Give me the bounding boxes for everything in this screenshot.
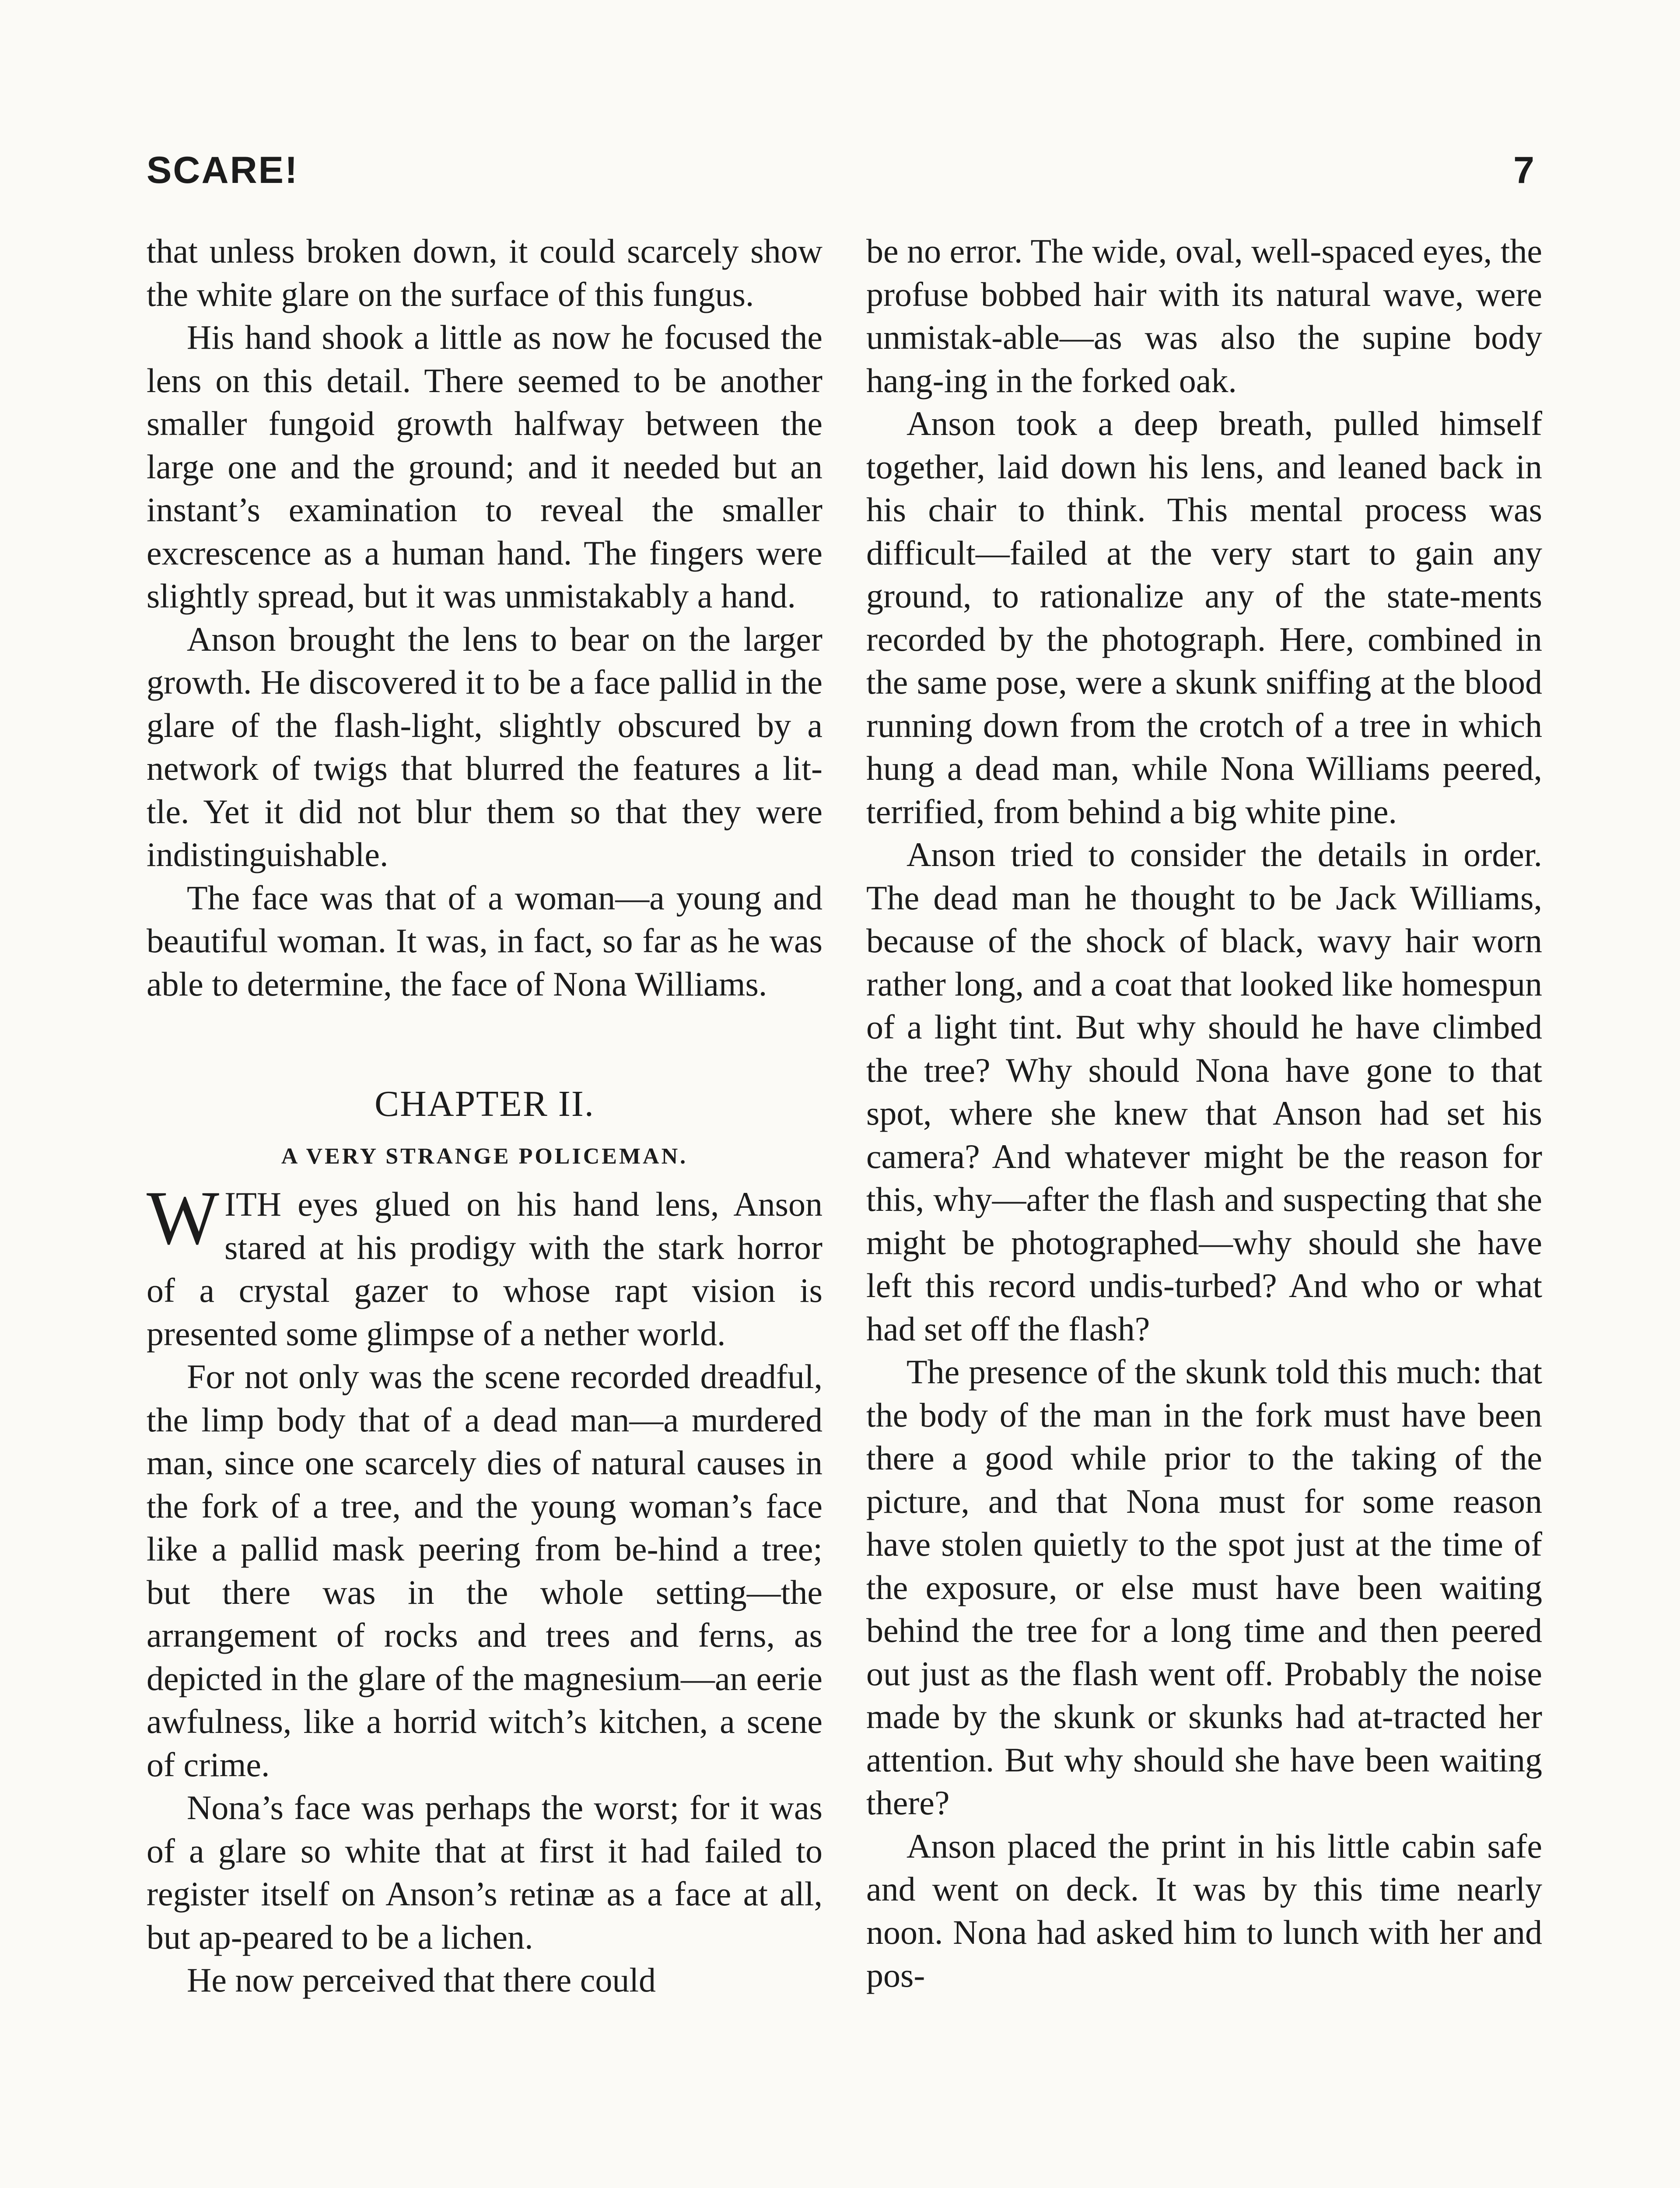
paragraph: Anson placed the print in his little cabin safe and went on deck. It was by this time nearly noon. Nona had asked him to lunch with her and pos- xyxy=(866,1827,1542,1994)
paragraph: He now perceived that there could xyxy=(187,1961,656,1999)
running-head-title: SCARE! xyxy=(147,149,299,191)
paragraph: Anson brought the lens to bear on the larger growth. He discovered it to be a face pallid in the glare of the flash-light, slightly obscured by a network of twigs that blurred the features a lit-tle. Yet it did not blur them so that they were indistinguishable. xyxy=(147,620,822,873)
paragraph: Nona’s face was perhaps the worst; for it was of a glare so white that at first it had failed to register itself on Anson’s retinæ as a face at all, but ap-peared to be a lichen. xyxy=(147,1788,822,1956)
chapter-title: CHAPTER II. xyxy=(374,1083,595,1124)
paragraph: be no error. The wide, oval, well-spaced eyes, the profuse bobbed hair with its natural wave, were unmistak-able—as was also the supine body hang-ing in the forked oak. xyxy=(866,232,1542,400)
paragraph: Anson took a deep breath, pulled himself together, laid down his lens, and leaned back in his chair to think. This mental process was difficult—failed at the very start to gain any ground, to rationalize any of the state-ments recorded by the photograph. Here, combined in the same pose, were a skunk sniffing at the blood running down from the crotch of a tree in which hung a dead man, while Nona Williams peered, terrified, from behind a big white pine. xyxy=(866,404,1542,831)
right-column xyxy=(866,230,1542,1997)
paragraph: For not only was the scene recorded dreadful, the limp body that of a dead man—a murdered man, since one scarcely dies of natural causes in the fork of a tree, and the young woman’s face like a pallid mask peering from be-hind a tree; but there was in the whole setting—the arrangement of rocks and trees and ferns, as depicted in the glare of the magnesium—an eerie awfulness, like a horrid witch’s kitchen, a scene of crime. xyxy=(147,1357,822,1784)
drop-cap: W xyxy=(147,1175,220,1261)
paragraph: His hand shook a little as now he focused the lens on this detail. There seemed to be another smaller fungoid growth halfway between the large one and the ground; and it needed but an instant’s examination to reveal the smaller excrescence as a human hand. The fingers were slightly spread, but it was unmistakably a hand. xyxy=(147,318,822,615)
chapter-subtitle: A VERY STRANGE POLICEMAN. xyxy=(281,1144,688,1169)
paragraph: The face was that of a woman—a young and beautiful woman. It was, in fact, so far as he was able to determine, the face of Nona Williams. xyxy=(147,878,822,1003)
paragraph: Anson tried to consider the details in order. The dead man he thought to be Jack Williams, because of the shock of black, wavy hair worn rather long, and a coat that looked like homespun of a light tint. But why should he have climbed the tree? Why should Nona have gone to that spot, where she knew that Anson had set his camera? And whatever might be the reason for this, why—after the flash and suspecting that she might be photographed—why should she have left this record undis-turbed? And who or what had set off the flash? xyxy=(866,835,1542,1348)
running-head xyxy=(147,149,1536,192)
paragraph: The presence of the skunk told this much: that the body of the man in the fork must have been there a good while prior to the taking of the picture, and that Nona must for some reason have stolen quietly to the spot just at the time of the exposure, or else must have been waiting behind the tree for a long time and then peered out just as the flash went off. Probably the noise made by the skunk or skunks had at-tracted her attention. But why should she have been waiting there? xyxy=(866,1353,1542,1822)
chapter-opening-paragraph xyxy=(147,1175,822,1355)
page-number: 7 xyxy=(1513,149,1536,191)
left-column xyxy=(147,230,822,2002)
paragraph: that unless broken down, it could scarcely show the white glare on the surface of this fungus. xyxy=(147,232,822,313)
paragraph-text: ITH eyes glued on his hand lens, Anson stared at his prodigy with the stark horror of a crystal gazer to whose rapt vision is presented some glimpse of a nether world. xyxy=(147,1185,822,1353)
